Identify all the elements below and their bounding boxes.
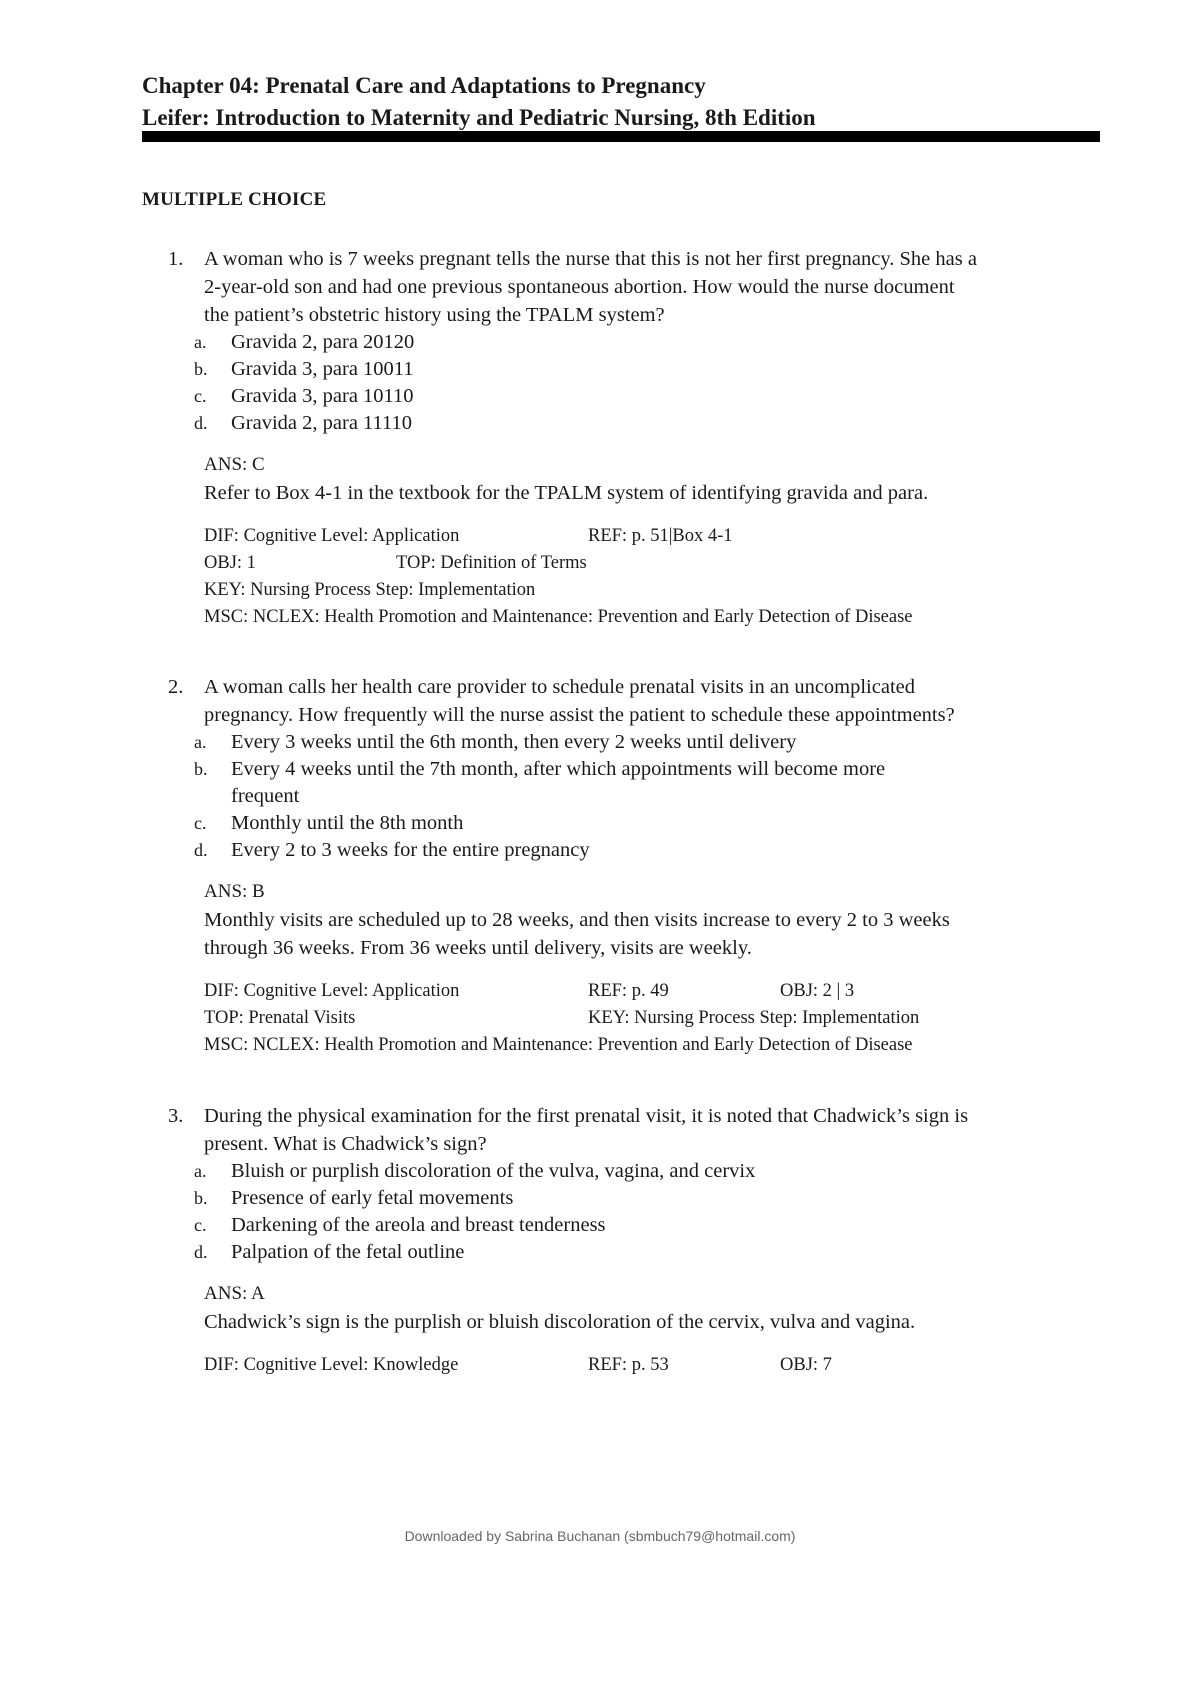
answer-line: ANS: A (204, 1283, 265, 1304)
choice-a: a. Every 3 weeks until the 6th month, then every 2 weeks until delivery (194, 731, 797, 753)
question-number: 3. (168, 1105, 184, 1127)
ref-field: REF: p. 49 (588, 981, 669, 1001)
stem-line: pregnancy. How frequently will the nurse assist the patient to schedule these appointments? (204, 704, 955, 726)
stem-line: the patient’s obstetric history using the TPALM system? (204, 304, 665, 326)
key-field: KEY: Nursing Process Step: Implementation (204, 580, 536, 600)
question-stem (142, 673, 1100, 729)
choice-b: b. Gravida 3, para 10011 (194, 358, 414, 380)
choice-d: d. Gravida 2, para 11110 (194, 412, 413, 434)
rationale: Chadwick’s sign is the purplish or bluish discoloration of the cervix, vulva and vagina. (204, 1311, 916, 1333)
choice-a: a. Bluish or purplish discoloration of the vulva, vagina, and cervix (194, 1160, 756, 1182)
book-title: Leifer: Introduction to Maternity and Pediatric Nursing, 8th Edition (142, 105, 816, 130)
answer-line: ANS: B (204, 881, 265, 902)
msc-field: MSC: NCLEX: Health Promotion and Maintenance: Prevention and Early Detection of Disease (204, 607, 913, 627)
choice-list (142, 729, 1100, 864)
dif-field: DIF: Cognitive Level: Application (204, 981, 460, 1001)
stem-line: 2-year-old son and had one previous spontaneous abortion. How would the nurse document (204, 276, 955, 298)
chapter-title: Chapter 04: Prenatal Care and Adaptations to Pregnancy (142, 73, 706, 98)
choice-c: c. Gravida 3, para 10110 (194, 385, 414, 407)
question-metadata (142, 978, 1100, 1059)
ref-field: REF: p. 51|Box 4-1 (588, 526, 733, 546)
dif-field: DIF: Cognitive Level: Application (204, 526, 460, 546)
top-field: TOP: Prenatal Visits (204, 1008, 356, 1028)
key-field: KEY: Nursing Process Step: Implementation (588, 1008, 920, 1028)
rationale: Monthly visits are scheduled up to 28 weeks, and then visits increase to every 2 to 3 weeks through 36 weeks. From 36 weeks until delivery, visits are weekly. (204, 909, 950, 959)
question-2 (142, 673, 1100, 1059)
rationale: Refer to Box 4-1 in the textbook for the TPALM system of identifying gravida and para. (204, 482, 929, 504)
section-title: MULTIPLE CHOICE (142, 189, 327, 210)
msc-field: MSC: NCLEX: Health Promotion and Maintenance: Prevention and Early Detection of Disease (204, 1035, 913, 1055)
question-metadata (142, 523, 1100, 631)
dif-field: DIF: Cognitive Level: Knowledge (204, 1355, 459, 1375)
top-field: TOP: Definition of Terms (396, 553, 587, 573)
choice-a: a. Gravida 2, para 20120 (194, 331, 415, 353)
answer-line: ANS: C (204, 454, 265, 475)
question-metadata (142, 1352, 1100, 1379)
question-stem (142, 245, 1100, 329)
choice-list (142, 1158, 1100, 1266)
header-rule (142, 131, 1100, 142)
obj-field: OBJ: 2 | 3 (780, 981, 855, 1001)
choice-b: b. Every 4 weeks until the 7th month, after which appointments will become more frequent (194, 758, 886, 807)
question-number: 1. (168, 248, 184, 270)
choice-list (142, 329, 1100, 437)
download-watermark: Downloaded by Sabrina Buchanan (sbmbuch79@hotmail.com) (404, 1528, 796, 1544)
document-header (142, 70, 1100, 134)
stem-line: A woman who is 7 weeks pregnant tells the nurse that this is not her first pregnancy. She has a (204, 248, 977, 270)
question-stem (142, 1102, 1100, 1158)
obj-field: OBJ: 1 (204, 553, 256, 573)
choice-c: c. Darkening of the areola and breast tenderness (194, 1214, 606, 1236)
question-1 (142, 245, 1100, 631)
choice-c: c. Monthly until the 8th month (194, 812, 464, 834)
obj-field: OBJ: 7 (780, 1355, 832, 1375)
question-number: 2. (168, 676, 184, 698)
choice-d: d. Every 2 to 3 weeks for the entire pregnancy (194, 839, 590, 861)
stem-line: During the physical examination for the first prenatal visit, it is noted that Chadwick’s sign is (204, 1105, 969, 1127)
question-3 (142, 1102, 1100, 1379)
choice-b: b. Presence of early fetal movements (194, 1187, 514, 1209)
stem-line: A woman calls her health care provider to schedule prenatal visits in an uncomplicated (204, 676, 915, 698)
choice-d: d. Palpation of the fetal outline (194, 1241, 465, 1263)
ref-field: REF: p. 53 (588, 1355, 669, 1375)
stem-line: present. What is Chadwick’s sign? (204, 1133, 487, 1155)
